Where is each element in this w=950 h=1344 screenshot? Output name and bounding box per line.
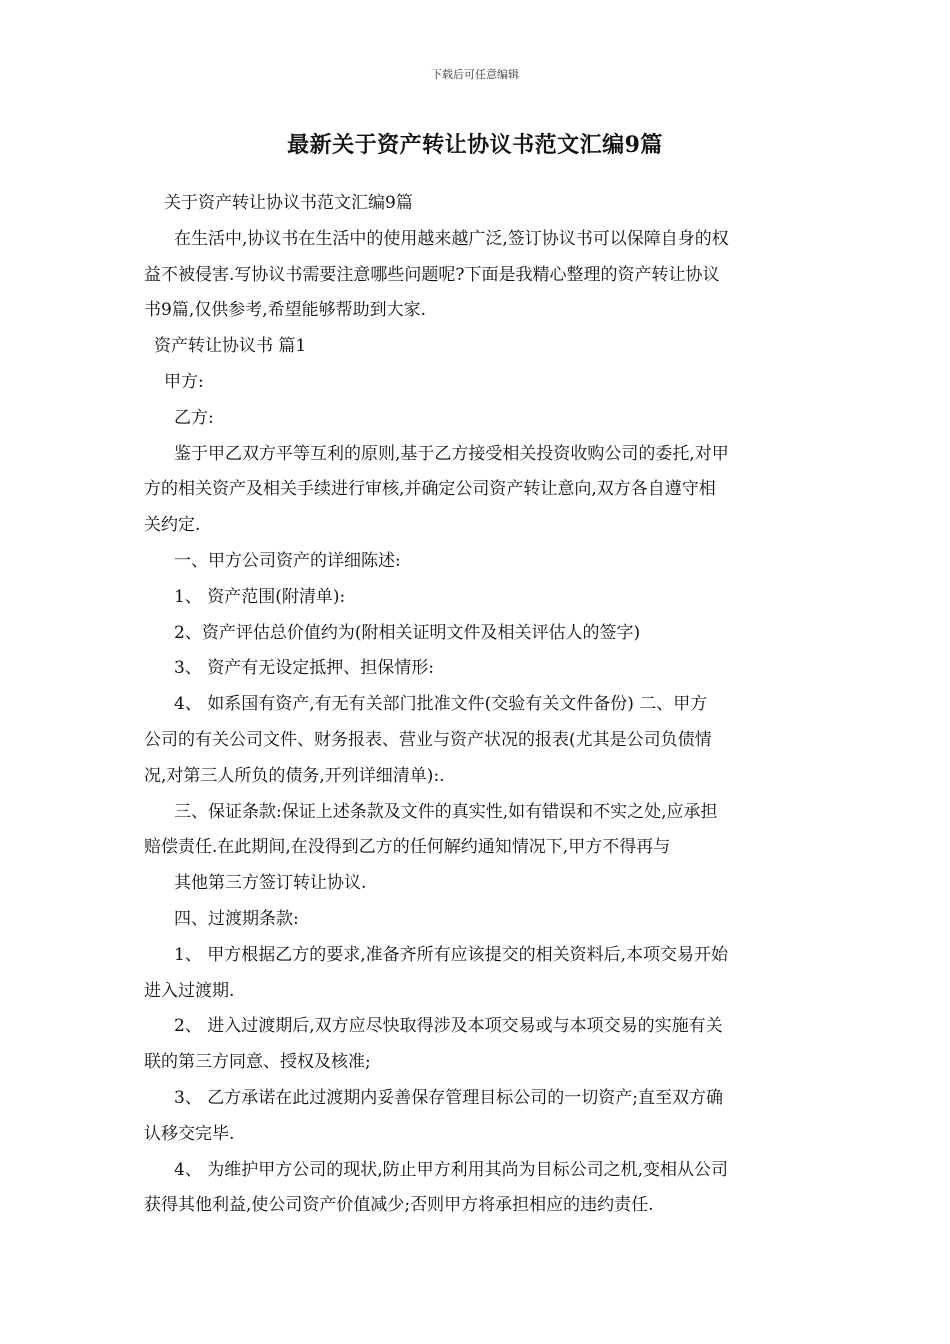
- body-line: 2、 进入过渡期后,双方应尽快取得涉及本项交易或与本项交易的实施有关: [174, 1016, 723, 1037]
- body-line: 三、保证条款:保证上述条款及文件的真实性,如有错误和不实之处,应承担: [174, 801, 718, 822]
- body-line: 赔偿责任.在此期间,在没得到乙方的任何解约通知情况下,甲方不得再与: [144, 837, 671, 858]
- body-line: 认移交完毕.: [144, 1123, 235, 1144]
- document-title: 最新关于资产转让协议书范文汇编9篇: [287, 132, 663, 158]
- body-line: 联的第三方同意、授权及核准;: [144, 1052, 371, 1073]
- body-line: 关约定.: [144, 515, 201, 536]
- body-line: 公司的有关公司文件、财务报表、营业与资产状况的报表(尤其是公司负债情: [144, 729, 712, 750]
- body-line: 况,对第三人所负的债务,开列详细清单):.: [144, 765, 445, 786]
- body-line: 获得其他利益,使公司资产价值减少;否则甲方将承担相应的违约责任.: [144, 1195, 654, 1216]
- body-line: 4、 为维护甲方公司的现状,防止甲方利用其尚为目标公司之机,变相从公司: [174, 1159, 729, 1180]
- body-line: 4、 如系国有资产,有无有关部门批准文件(交验有关文件备份) 二、甲方: [174, 694, 708, 715]
- body-line: 资产转让协议书 篇1: [154, 336, 307, 357]
- body-line: 其他第三方签订转让协议.: [174, 873, 367, 894]
- body-line: 鉴于甲乙双方平等互利的原则,基于乙方接受相关投资收购公司的委托,对甲: [174, 443, 729, 464]
- body-line: 3、 资产有无设定抵押、担保情形:: [174, 658, 434, 679]
- body-line: 在生活中,协议书在生活中的使用越来越广泛,签订协议书可以保障自身的权: [174, 228, 729, 249]
- document-body: [144, 186, 808, 1224]
- body-line: 1、 甲方根据乙方的要求,准备齐所有应该提交的相关资料后,本项交易开始: [174, 944, 729, 965]
- body-line: 四、过渡期条款:: [174, 908, 299, 929]
- body-line: 甲方:: [164, 371, 204, 392]
- body-line: 益不被侵害.写协议书需要注意哪些问题呢?下面是我精心整理的资产转让协议: [144, 264, 720, 285]
- body-line: 乙方:: [174, 407, 214, 428]
- body-line: 方的相关资产及相关手续进行审核,并确定公司资产转让意向,双方各自遵守相: [144, 479, 716, 500]
- page-header-note: 下载后可任意编辑: [431, 68, 519, 81]
- body-line: 2、资产评估总价值约为(附相关证明文件及相关评估人的签字): [174, 622, 641, 643]
- body-line: 进入过渡期.: [144, 980, 235, 1001]
- body-line: 关于资产转让协议书范文汇编9篇: [164, 193, 413, 213]
- body-line: 一、甲方公司资产的详细陈述:: [174, 550, 401, 571]
- body-line: 书9篇,仅供参考,希望能够帮助到大家.: [144, 300, 427, 321]
- body-line: 3、 乙方承诺在此过渡期内妥善保存管理目标公司的一切资产;直至双方确: [174, 1087, 723, 1108]
- body-line: 1、 资产范围(附清单):: [174, 586, 346, 607]
